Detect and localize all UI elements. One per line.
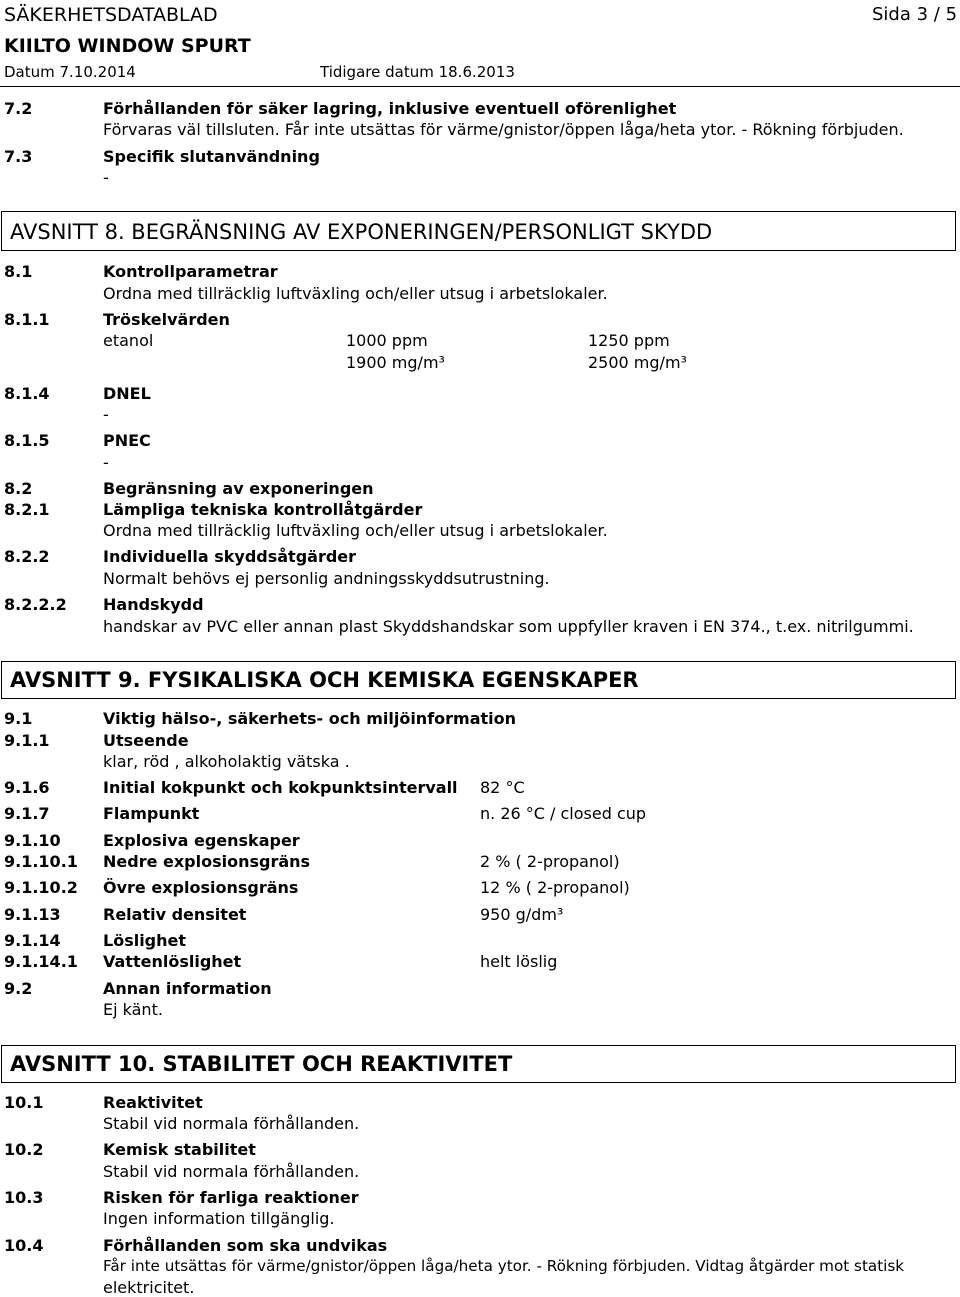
section-number: 9.1.13 [4, 905, 61, 924]
section-10-title: AVSNITT 10. STABILITET OCH REAKTIVITET [10, 1052, 513, 1076]
product-name: KIILTO WINDOW SPURT [4, 35, 251, 57]
section-number: 10.4 [4, 1236, 44, 1255]
section-text: Ingen information tillgänglig. [103, 1209, 335, 1228]
section-number: 7.3 [4, 147, 33, 166]
document-title: SÄKERHETSDATABLAD [4, 4, 218, 26]
section-heading: Löslighet [103, 931, 187, 950]
section-number: 9.1.6 [4, 778, 50, 797]
section-heading: Utseende [103, 731, 189, 750]
section-heading: Nedre explosionsgräns [103, 852, 311, 871]
section-heading: Flampunkt [103, 804, 200, 823]
section-heading: Tröskelvärden [103, 310, 230, 329]
section-text: Ordna med tillräcklig luftväxling och/eller utsug i arbetslokaler. [103, 521, 608, 540]
section-text: Stabil vid normala förhållanden. [103, 1162, 360, 1181]
section-heading: PNEC [103, 431, 151, 450]
section-number: 8.1.5 [4, 431, 50, 450]
section-heading: Specifik slutanvändning [103, 147, 320, 166]
section-heading: Individuella skyddsåtgärder [103, 547, 357, 566]
section-9-title: AVSNITT 9. FYSIKALISKA OCH KEMISKA EGENSKAPER [10, 668, 639, 692]
section-9-header [1, 661, 956, 699]
property-value: 82 °C [480, 778, 525, 797]
section-heading: Kemisk stabilitet [103, 1140, 256, 1159]
section-heading: Initial kokpunkt och kokpunktsintervall [103, 778, 458, 797]
section-text: - [103, 168, 109, 187]
substance-name: etanol [103, 331, 154, 350]
section-number: 9.1.1 [4, 731, 50, 750]
section-text: klar, röd , alkoholaktig vätska . [103, 752, 350, 771]
section-number: 10.3 [4, 1188, 44, 1207]
limit-value: 2500 mg/m³ [588, 353, 687, 372]
header-divider [0, 86, 960, 87]
section-number: 8.2 [4, 479, 33, 498]
property-value: n. 26 °C / closed cup [480, 804, 647, 823]
section-number: 9.1.14 [4, 931, 61, 950]
section-number: 7.2 [4, 99, 33, 118]
section-number: 8.1.4 [4, 384, 50, 403]
section-number: 8.1 [4, 262, 33, 281]
section-heading: Kontrollparametrar [103, 262, 278, 281]
section-heading: Övre explosionsgräns [103, 878, 299, 897]
section-text: Får inte utsättas för värme/gnistor/öppen låga/heta ytor. - Rökning förbjuden. Vidtag åtgärder mot statisk [103, 1257, 905, 1275]
section-heading: Förhållanden för säker lagring, inklusive eventuell oförenlighet [103, 99, 677, 118]
section-number: 9.2 [4, 979, 33, 998]
section-8-title: AVSNITT 8. BEGRÄNSNING AV EXPONERINGEN/PERSONLIGT SKYDD [10, 220, 713, 244]
section-8-header [1, 211, 956, 251]
section-heading: DNEL [103, 384, 151, 403]
section-heading: Annan information [103, 979, 272, 998]
section-number: 9.1.10 [4, 831, 61, 850]
section-number: 9.1.10.1 [4, 852, 78, 871]
section-heading: Handskydd [103, 595, 204, 614]
revision-date: Datum 7.10.2014 [4, 63, 136, 81]
section-heading: Lämpliga tekniska kontrollåtgärder [103, 500, 423, 519]
property-value: helt löslig [480, 952, 558, 971]
section-text: - [103, 453, 109, 472]
section-text: Stabil vid normala förhållanden. [103, 1114, 360, 1133]
section-number: 9.1.14.1 [4, 952, 78, 971]
section-text: Normalt behövs ej personlig andningsskyddsutrustning. [103, 569, 550, 588]
section-number: 8.1.1 [4, 310, 50, 329]
property-value: 12 % ( 2-propanol) [480, 878, 630, 897]
limit-value: 1000 ppm [346, 331, 428, 350]
section-heading: Viktig hälso-, säkerhets- och miljöinformation [103, 709, 517, 728]
section-heading: Explosiva egenskaper [103, 831, 300, 850]
limit-value: 1250 ppm [588, 331, 670, 350]
limit-value: 1900 mg/m³ [346, 353, 445, 372]
section-10-header [1, 1045, 956, 1083]
section-text: Ordna med tillräcklig luftväxling och/eller utsug i arbetslokaler. [103, 284, 608, 303]
section-number: 8.2.2 [4, 547, 50, 566]
section-text: elektricitet. [103, 1278, 195, 1297]
section-number: 10.2 [4, 1140, 44, 1159]
property-value: 950 g/dm³ [480, 905, 564, 924]
section-heading: Reaktivitet [103, 1093, 203, 1112]
section-heading: Begränsning av exponeringen [103, 479, 374, 498]
section-text: Förvaras väl tillsluten. Får inte utsättas för värme/gnistor/öppen låga/heta ytor. - Rökning förbjuden. [103, 120, 904, 139]
section-number: 9.1.10.2 [4, 878, 78, 897]
section-heading: Risken för farliga reaktioner [103, 1188, 359, 1207]
section-text: - [103, 405, 109, 424]
previous-revision-date: Tidigare datum 18.6.2013 [320, 63, 515, 81]
section-text: Ej känt. [103, 1000, 163, 1019]
property-value: 2 % ( 2-propanol) [480, 852, 620, 871]
section-text: handskar av PVC eller annan plast Skyddshandskar som uppfyller kraven i EN 374., t.ex. nitrilgummi. [103, 617, 914, 636]
section-number: 8.2.2.2 [4, 595, 67, 614]
section-heading: Förhållanden som ska undvikas [103, 1236, 388, 1255]
section-number: 9.1.7 [4, 804, 50, 823]
section-number: 9.1 [4, 709, 33, 728]
page-number: Sida 3 / 5 [872, 4, 958, 25]
section-number: 8.2.1 [4, 500, 50, 519]
section-heading: Relativ densitet [103, 905, 247, 924]
section-number: 10.1 [4, 1093, 44, 1112]
section-heading: Vattenlöslighet [103, 952, 242, 971]
